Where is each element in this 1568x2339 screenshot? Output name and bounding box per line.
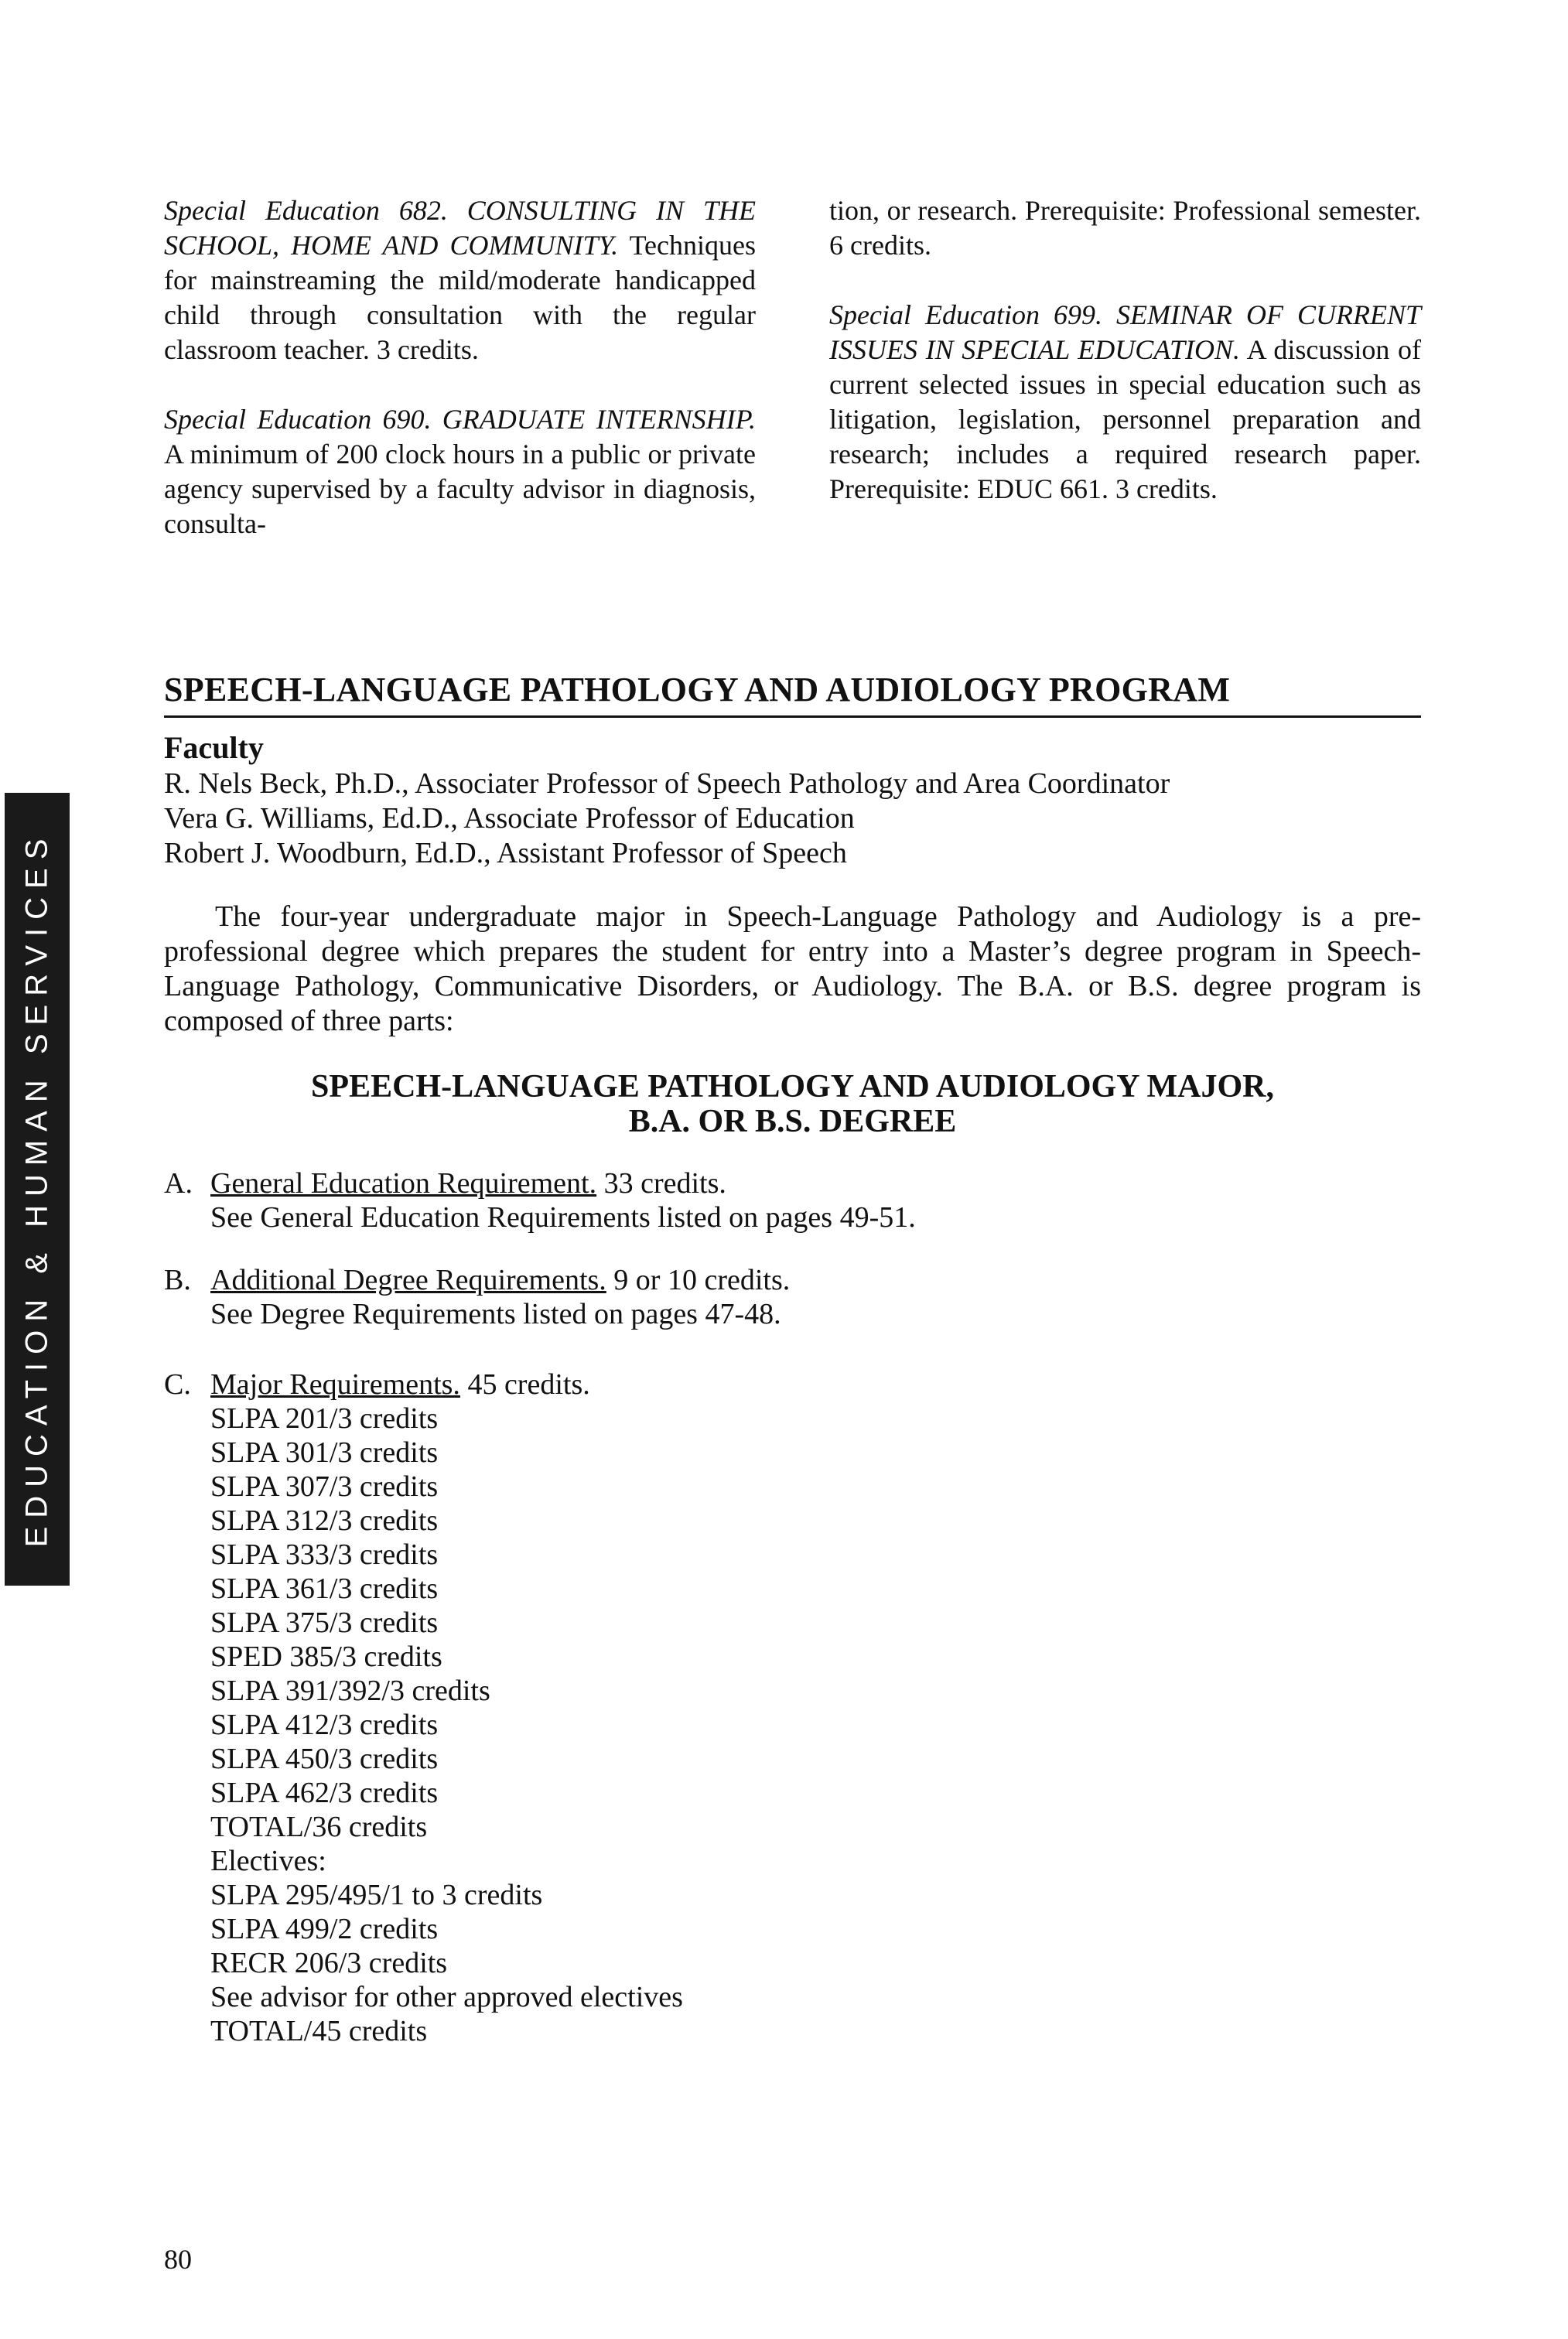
requirement-a [164,1166,1092,1234]
intro-text: The four-year undergraduate major in Speech-Language Pathology and Audiology is a pre-professional degree which prepares the student for entry into a Master’s degree program in Speech-Language Pathology, Communicative Disorders, or Audiology. The B.A. or B.S. degree program is composed of three parts: [164,900,1421,1037]
list-item: SLPA 499/2 credits [210,1913,439,1945]
list-item: SLPA 361/3 credits [210,1572,439,1605]
list-item: SLPA 295/495/1 to 3 credits [210,1879,543,1911]
list-item: See advisor for other approved electives [210,1981,683,2013]
requirement-credits: 33 credits. [596,1167,726,1200]
faculty-member: Vera G. Williams, Ed.D., Associate Professor of Education [164,802,855,835]
page-number: 80 [164,2244,192,2275]
course-code: Special Education 682. [164,195,467,226]
list-item: SLPA 412/3 credits [210,1709,439,1741]
major-course-list [210,1402,1092,2048]
requirement-credits: 9 or 10 credits. [606,1264,791,1296]
requirement-b [164,1263,1092,1331]
right-column [829,193,1421,541]
requirement-credits: 45 credits. [459,1368,590,1401]
course-columns [164,193,1421,541]
requirement-letter: A. [164,1167,193,1200]
list-item: SLPA 391/392/3 credits [210,1675,490,1707]
requirement-label: Major Requirements. [210,1368,460,1401]
course-description: Techniques for mainstreaming the mild/moderate handicapped child through consultation with the regular classroom teacher. 3 credits. [164,230,756,365]
list-item: RECR 206/3 credits [210,1947,448,1979]
course-description: tion, or research. Prerequisite: Professional semester. 6 credits. [829,195,1421,261]
list-item: SLPA 462/3 credits [210,1777,439,1809]
requirement-c [164,1368,1092,2048]
program-heading: SPEECH-LANGUAGE PATHOLOGY AND AUDIOLOGY PROGRAM [164,670,1421,718]
major-heading-line1: SPEECH-LANGUAGE PATHOLOGY AND AUDIOLOGY MAJOR, [311,1069,1274,1105]
program-intro [164,900,1421,1039]
course-title: GRADUATE INTERNSHIP. [442,404,756,435]
list-item: SLPA 312/3 credits [210,1504,439,1537]
requirement-letter: B. [164,1264,191,1296]
course-code: Special Education 690. [164,404,442,435]
requirement-label: Additional Degree Requirements. [210,1264,606,1296]
faculty-heading: Faculty [164,730,264,765]
list-item: SLPA 301/3 credits [210,1436,439,1469]
course-title: CONSULTING IN THE SCHOOL, HOME AND COMMUNITY. [164,195,756,261]
requirement-note: See Degree Requirements listed on pages 47-48. [210,1298,781,1330]
list-item: TOTAL/45 credits [210,2015,428,2047]
course-description: A minimum of 200 clock hours in a public or private agency supervised by a faculty advisor in diagnosis, consulta- [164,439,756,539]
list-item: SLPA 201/3 credits [210,1402,439,1435]
course-sped-690-continued [829,193,1421,263]
course-sped-682 [164,193,756,367]
requirement-note: See General Education Requirements listed on pages 49-51. [210,1201,916,1234]
list-item: TOTAL/36 credits [210,1811,428,1843]
list-item: SLPA 375/3 credits [210,1607,439,1639]
left-column [164,193,756,541]
section-side-tab-label: EDUCATION & HUMAN SERVICES [19,830,54,1548]
faculty-section [164,730,1421,871]
course-sped-699 [829,298,1421,507]
list-item: Electives: [210,1845,326,1877]
requirement-letter: C. [164,1368,191,1401]
course-title: SEMINAR OF CURRENT ISSUES IN SPECIAL EDUCATION. [829,299,1421,365]
course-sped-690 [164,402,756,541]
list-item: SPED 385/3 credits [210,1641,442,1673]
major-heading-line2: B.A. OR B.S. DEGREE [628,1104,957,1139]
faculty-member: R. Nels Beck, Ph.D., Associater Professor of Speech Pathology and Area Coordinator [164,767,1170,800]
faculty-member: Robert J. Woodburn, Ed.D., Assistant Professor of Speech [164,837,847,869]
list-item: SLPA 307/3 credits [210,1470,439,1503]
list-item: SLPA 450/3 credits [210,1743,439,1775]
major-heading [164,1070,1421,1139]
list-item: SLPA 333/3 credits [210,1538,439,1571]
course-description: A discussion of current selected issues in special education such as litigation, legislation, personnel preparation and research; includes a required research paper. Prerequisite: EDUC 661. 3 credits. [829,334,1421,504]
requirement-label: General Education Requirement. [210,1167,597,1200]
course-code: Special Education 699. [829,299,1116,330]
